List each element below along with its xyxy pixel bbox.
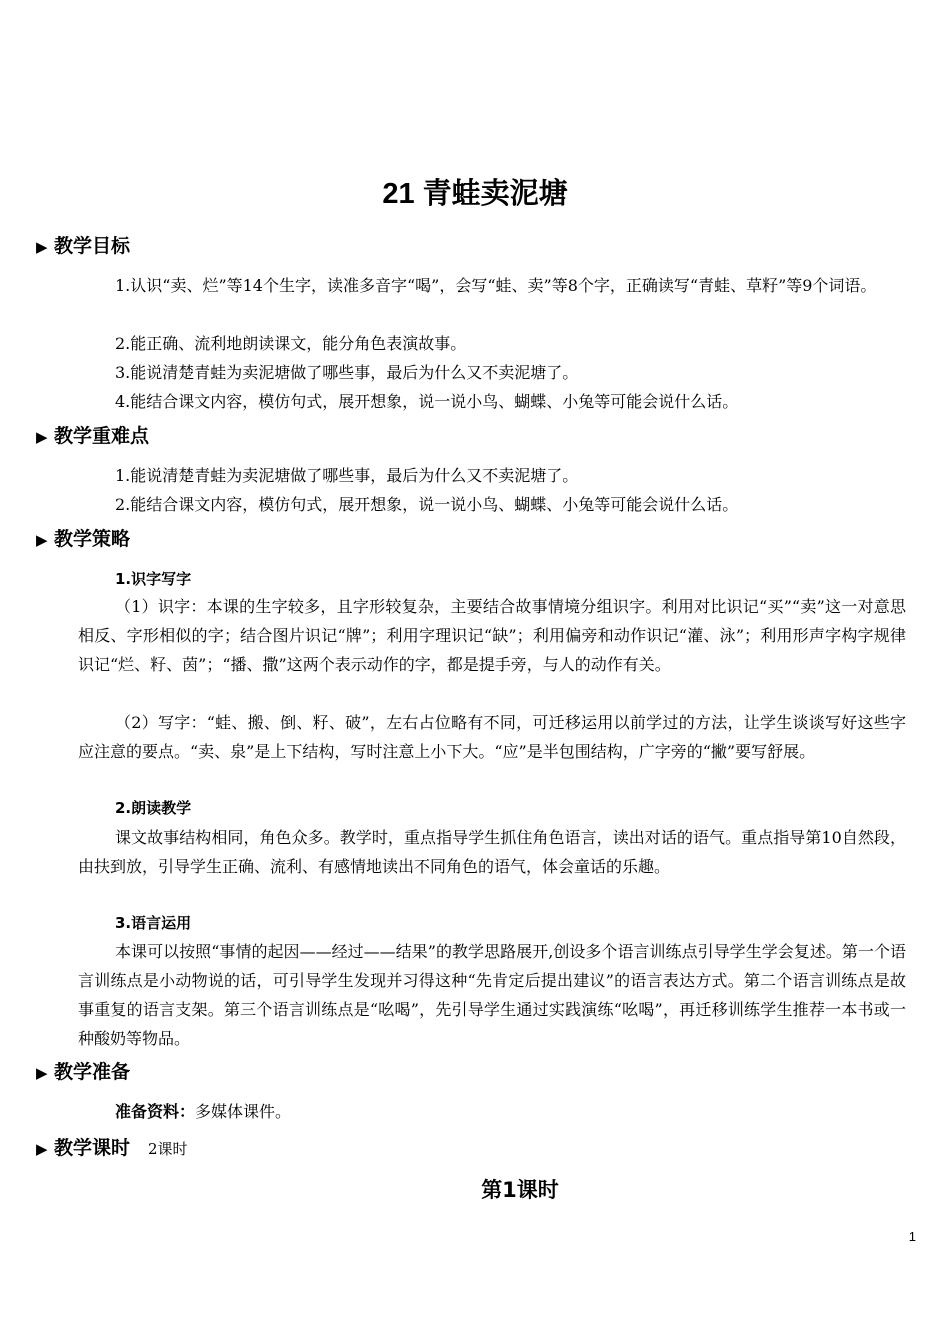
section-heading-strategy: ▶ 教学策略: [36, 527, 130, 554]
triangle-bullet-icon: ▶: [36, 1065, 48, 1082]
prep-value: 多媒体课件。: [195, 1102, 292, 1121]
triangle-bullet-icon: ▶: [36, 532, 48, 549]
difficulty-item-2: 2.能结合课文内容，模仿句式，展开想象，说一说小鸟、蝴蝶、小兔等可能会说什么话。: [115, 495, 739, 514]
goal-item-2: 2.能正确、流利地朗读课文，能分角色表演故事。: [115, 334, 467, 353]
prep-materials: [115, 1099, 291, 1125]
section-heading-goals: ▶ 教学目标: [36, 234, 130, 261]
goal-item-1: 1.认识“卖、烂”等14个生字，读准多音字“喝”，会写“蛙、卖”等8个字，正确读写“青蛙、草籽”等9个词语。: [115, 276, 877, 295]
goal-item-4: 4.能结合课文内容，模仿句式，展开想象，说一说小鸟、蝴蝶、小兔等可能会说什么话。: [115, 392, 739, 411]
difficulty-item-1: 1.能说清楚青蛙为卖泥塘做了哪些事，最后为什么又不卖泥塘了。: [115, 466, 579, 485]
page-number: 1: [908, 1229, 916, 1244]
strategy-subheading-literacy: 1.识字写字: [115, 570, 192, 588]
lesson-heading: 第1课时: [481, 1178, 559, 1202]
triangle-bullet-icon: ▶: [36, 429, 48, 446]
section-heading-difficulties: ▶ 教学重难点: [36, 424, 149, 451]
strategy-subheading-language: 3.语言运用: [115, 914, 192, 932]
hours-value: 2课时: [148, 1140, 188, 1158]
triangle-bullet-icon: ▶: [36, 239, 48, 256]
strategy-literacy-writing: （2）写字：“蛙、搬、倒、籽、破”，左右占位略有不同，可迁移运用以前学过的方法，让学生谈谈写好这些字应注意的要点。“卖、泉”是上下结构，写时注意上小下大。“应”是半包围结构，广字旁的“撇”要写舒展。: [78, 713, 906, 761]
prep-label: 准备资料：: [115, 1102, 196, 1121]
strategy-reading-text: 课文故事结构相同，角色众多。教学时，重点指导学生抓住角色语言，读出对话的语气。重点指导第10自然段，由扶到放，引导学生正确、流利、有感情地读出不同角色的语气，体会童话的乐趣。: [78, 828, 906, 876]
strategy-literacy-recognition: （1）识字：本课的生字较多，且字形较复杂，主要结合故事情境分组识字。利用对比识记“买”“卖”这一对意思相反、字形相似的字；结合图片识记“牌”；利用字理识记“缺”；利用偏旁和动作识记“灌、泳”；利用形声字构字规律识记“烂、籽、茵”；“播、撒”这两个表示动作的字，都是提手旁，与人的动作有关。: [78, 597, 906, 674]
goal-item-3: 3.能说清楚青蛙为卖泥塘做了哪些事，最后为什么又不卖泥塘了。: [115, 363, 579, 382]
strategy-subheading-reading: 2.朗读教学: [115, 799, 192, 817]
triangle-bullet-icon: ▶: [36, 1141, 48, 1158]
section-heading-hours: ▶ 教学课时 2课时: [36, 1136, 188, 1163]
page-title: 21 青蛙卖泥塘: [382, 178, 568, 210]
section-heading-prep: ▶ 教学准备: [36, 1060, 130, 1087]
strategy-language-text: 本课可以按照“事情的起因——经过——结果”的教学思路展开,创设多个语言训练点引导学生学会复述。第一个语言训练点是小动物说的话，可引导学生发现并习得这种“先肯定后提出建议”的语言表达方式。第二个语言训练点是故事重复的语言支架。第三个语言训练点是“吆喝”，先引导学生通过实践演练“吆喝”，再迁移训练学生推荐一本书或一种酸奶等物品。: [78, 942, 906, 1048]
